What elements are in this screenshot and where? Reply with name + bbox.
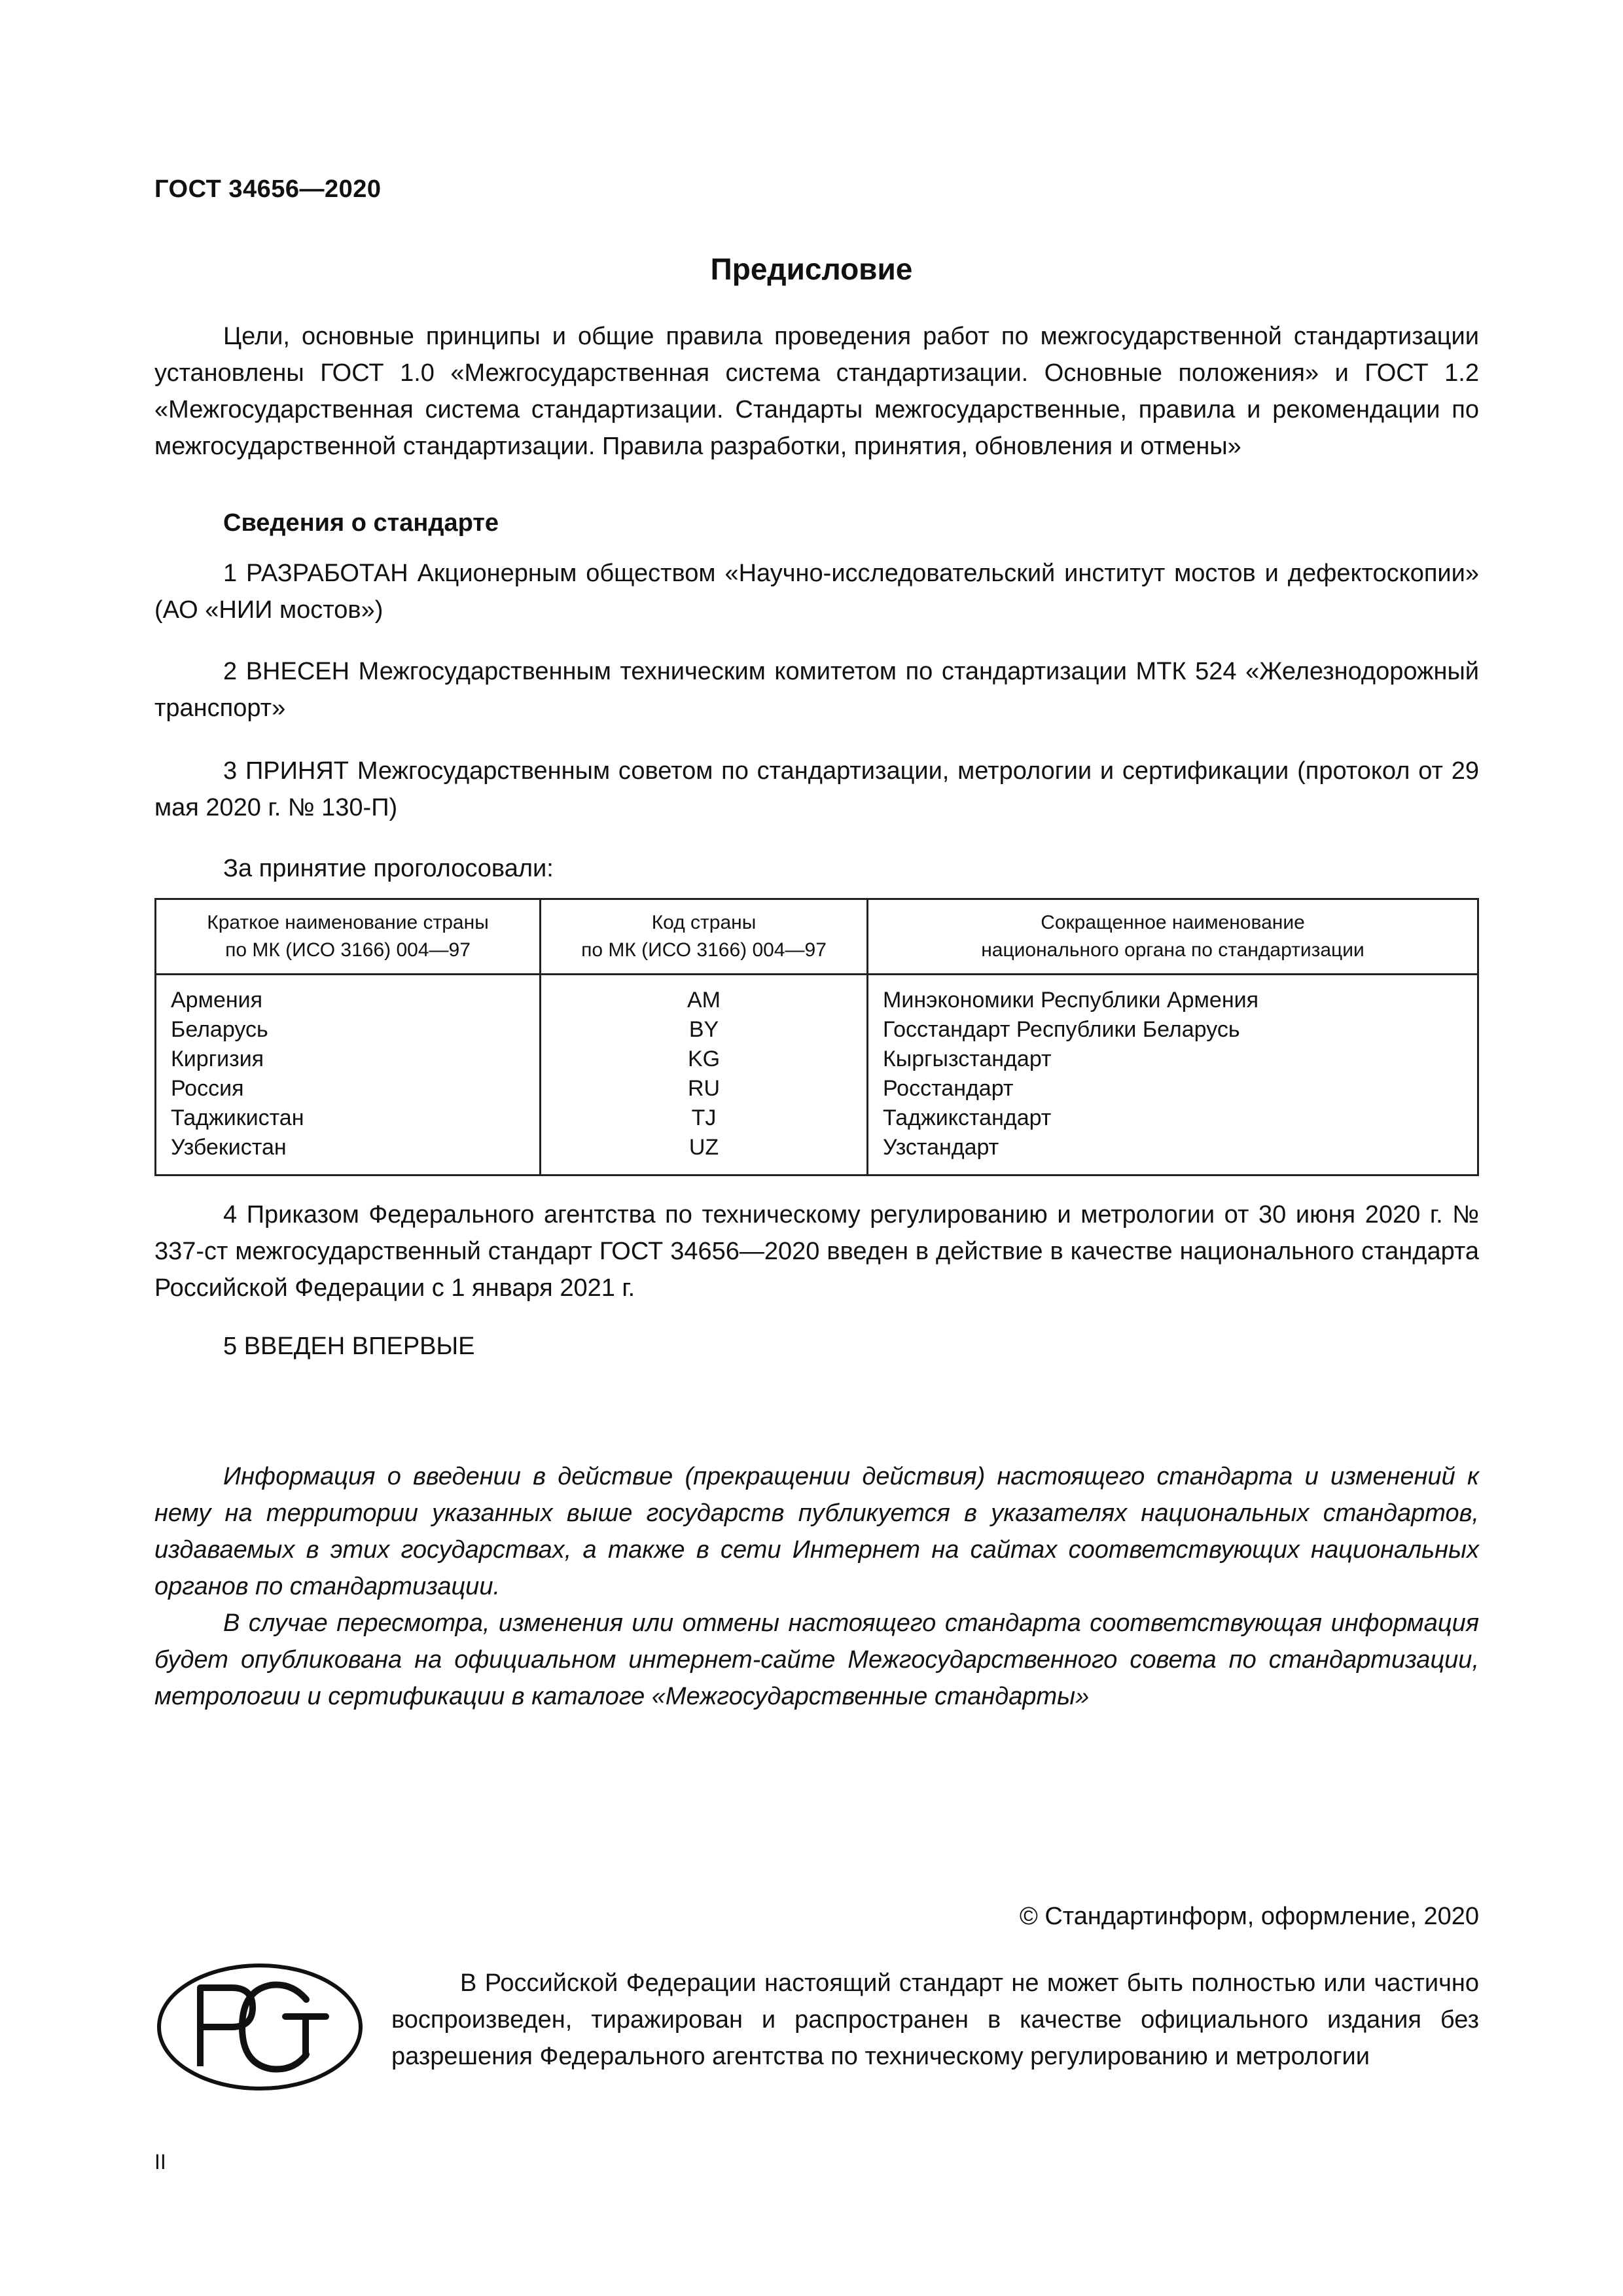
info-item-1: 1 РАЗРАБОТАН Акционерным обществом «Научно-исследовательский институт мостов и дефектоскопии» (АО «НИИ мостов»)	[154, 560, 1479, 624]
rst-logo-icon	[154, 1962, 365, 2092]
cell-body: Кыргызстандарт	[868, 1045, 1478, 1074]
page-number: II	[154, 2150, 166, 2174]
cell-country: Узбекистан	[156, 1133, 541, 1175]
table-row	[156, 1074, 1478, 1103]
cell-code: UZ	[541, 1133, 868, 1175]
cell-country: Киргизия	[156, 1045, 541, 1074]
cell-country: Беларусь	[156, 1015, 541, 1045]
reproduction-notice: В Российской Федерации настоящий стандарт не может быть полностью или частично воспроизведен, тиражирован и распространен в качестве официального издания без разрешения Федерального агентства по техническому регулированию и метрологии	[391, 1969, 1479, 2070]
cell-body: Таджикстандарт	[868, 1103, 1478, 1133]
page-title: Предисловие	[710, 252, 913, 286]
cell-code: TJ	[541, 1103, 868, 1133]
info-heading: Сведения о стандарте	[223, 509, 499, 537]
info-item-3: 3 ПРИНЯТ Межгосударственным советом по стандартизации, метрологии и сертификации (протокол от 29 мая 2020 г. № 130-П)	[154, 757, 1479, 821]
cell-body: Узстандарт	[868, 1133, 1478, 1175]
table-row	[156, 1015, 1478, 1045]
table-row	[156, 1133, 1478, 1175]
cell-body: Росстандарт	[868, 1074, 1478, 1103]
table-row	[156, 1045, 1478, 1074]
cell-country: Армения	[156, 975, 541, 1016]
cell-code: KG	[541, 1045, 868, 1074]
cell-country: Россия	[156, 1074, 541, 1103]
info-item-4: 4 Приказом Федерального агентства по техническому регулированию и метрологии от 30 июня 2020 г. № 337-ст межгосударственный стандарт ГОСТ 34656—2020 введен в действие в качестве национального стандарта Российской Федерации с 1 января 2021 г.	[154, 1201, 1479, 1302]
column-header-country: Краткое наименование страны по МК (ИСО 3166) 004—97	[156, 899, 541, 975]
table-row	[156, 1103, 1478, 1133]
note-revision: В случае пересмотра, изменения или отмены настоящего стандарта соответствующая информация будет опубликована на официальном интернет-сайте Межгосударственного совета по стандартизации, метрологии и сертификации в каталоге «Межгосударственные стандарты»	[154, 1609, 1479, 1710]
info-item-2: 2 ВНЕСЕН Межгосударственным техническим комитетом по стандартизации МТК 524 «Железнодорожный транспорт»	[154, 658, 1479, 722]
column-header-code: Код страны по МК (ИСО 3166) 004—97	[541, 899, 868, 975]
cell-country: Таджикистан	[156, 1103, 541, 1133]
cell-body: Госстандарт Республики Беларусь	[868, 1015, 1478, 1045]
table-row	[156, 975, 1478, 1016]
document-code: ГОСТ 34656—2020	[154, 175, 382, 203]
table-header-row	[156, 899, 1478, 975]
voted-label: За принятие проголосовали:	[223, 855, 554, 882]
cell-code: BY	[541, 1015, 868, 1045]
preface-intro: Цели, основные принципы и общие правила проведения работ по межгосударственной стандартизации установлены ГОСТ 1.0 «Межгосударственная система стандартизации. Основные положения» и ГОСТ 1.2 «Межгосударственная система стандартизации. Стандарты межгосударственные, правила и рекомендации по межгосударственной стандартизации. Правила разработки, принятия, обновления и отмены»	[154, 323, 1479, 460]
cell-code: AM	[541, 975, 868, 1016]
copyright-line: © Стандартинформ, оформление, 2020	[1019, 1903, 1479, 1930]
note-introduction: Информация о введении в действие (прекращении действия) настоящего стандарта и изменений к нему на территории указанных выше государств публикуется в указателях национальных стандартов, издаваемых в этих государствах, а также в сети Интернет на сайтах соответствующих национальных органов по стандартизации.	[154, 1463, 1479, 1600]
info-item-5: 5 ВВЕДЕН ВПЕРВЫЕ	[223, 1333, 475, 1360]
column-header-body: Сокращенное наименование национального органа по стандартизации	[868, 899, 1478, 975]
cell-code: RU	[541, 1074, 868, 1103]
cell-body: Минэкономики Республики Армения	[868, 975, 1478, 1016]
voting-table	[154, 898, 1479, 1176]
